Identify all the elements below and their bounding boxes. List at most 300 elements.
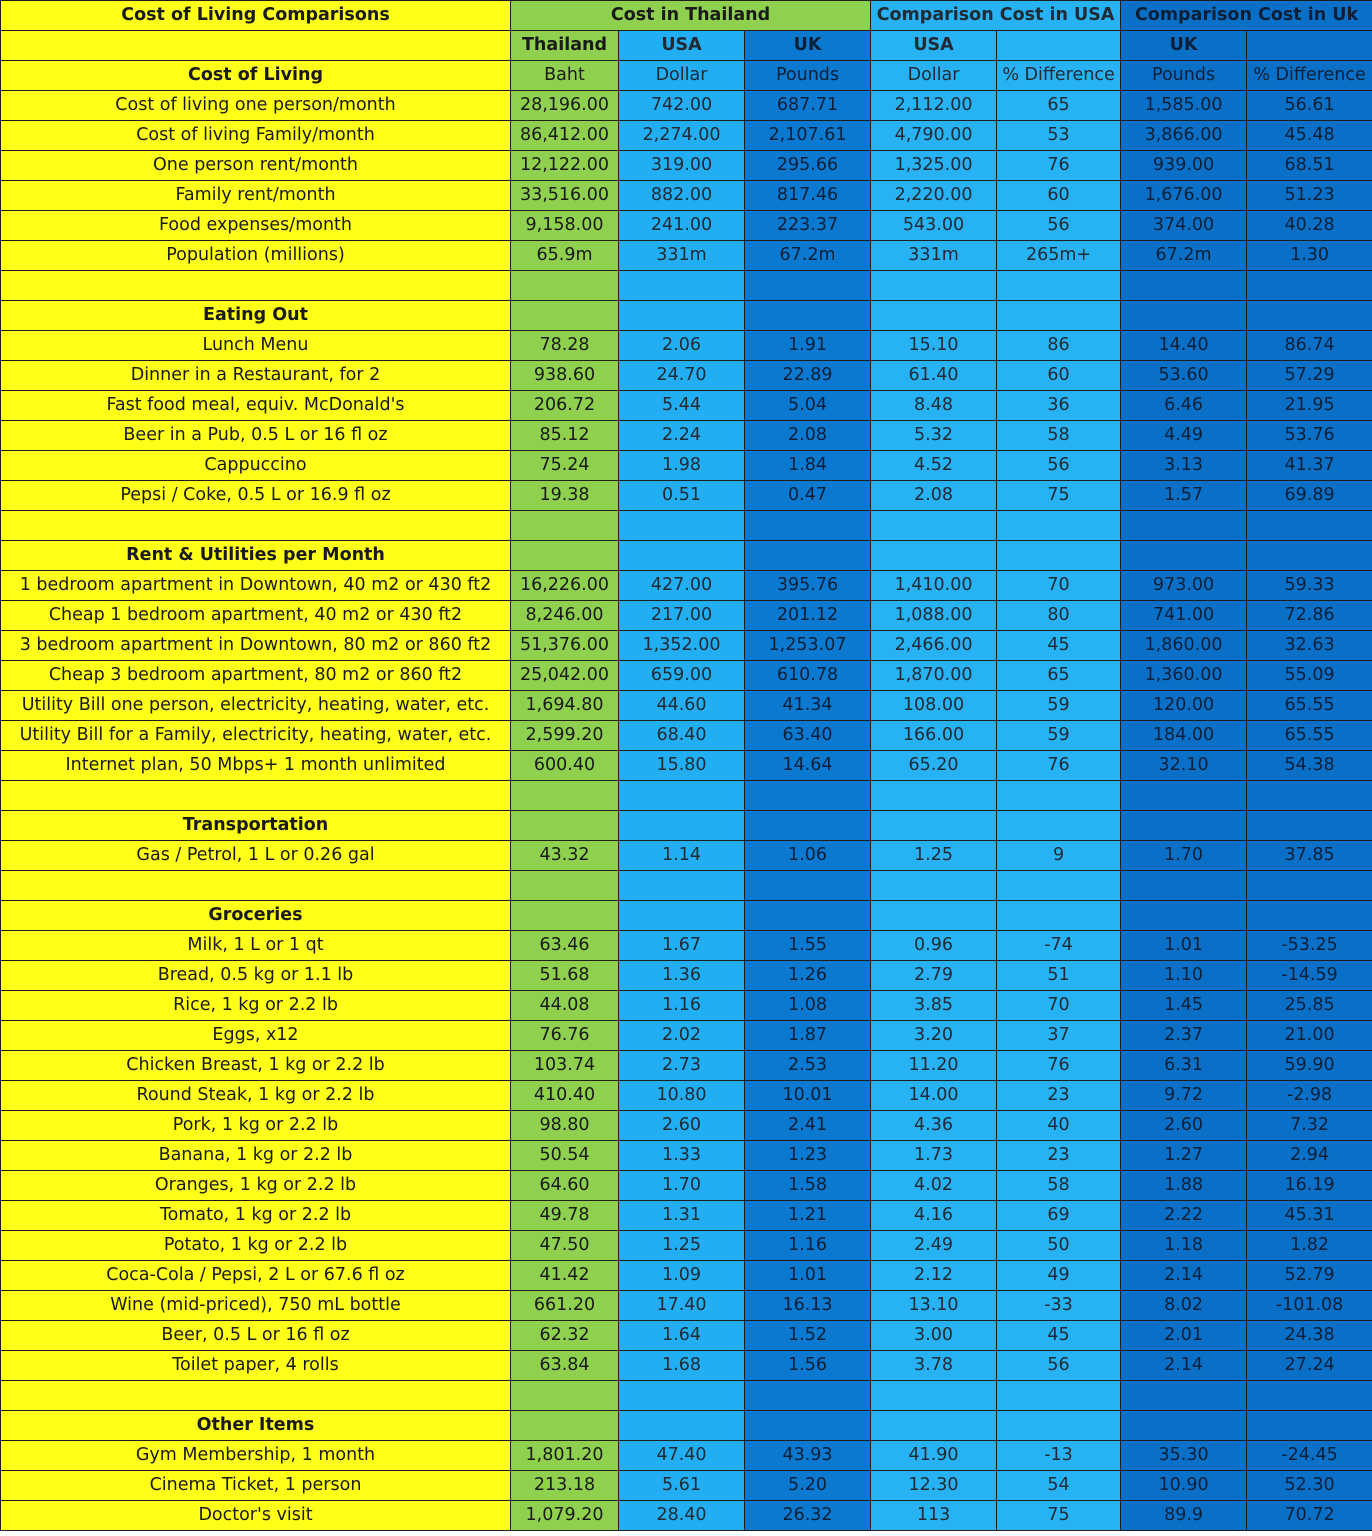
value-cell: 2.14: [1121, 1351, 1247, 1381]
value-cell: 9,158.00: [511, 211, 619, 241]
unit-header: % Difference: [1247, 61, 1372, 91]
value-cell: -74: [997, 931, 1121, 961]
value-cell: 68.51: [1247, 151, 1372, 181]
value-cell: 3.78: [871, 1351, 997, 1381]
value-cell: 41.90: [871, 1441, 997, 1471]
currency-header: UK: [1121, 31, 1247, 61]
value-cell: 52.79: [1247, 1261, 1372, 1291]
value-cell: 1.21: [745, 1201, 871, 1231]
value-cell: 108.00: [871, 691, 997, 721]
value-cell: 2.37: [1121, 1021, 1247, 1051]
value-cell: 64.60: [511, 1171, 619, 1201]
value-cell: 882.00: [619, 181, 745, 211]
table-row: [1, 421, 1372, 451]
value-cell: 1.87: [745, 1021, 871, 1051]
value-cell: 1.68: [619, 1351, 745, 1381]
value-cell: 67.2m: [745, 241, 871, 271]
blank-cell: [511, 541, 619, 571]
value-cell: 4.16: [871, 1201, 997, 1231]
blank-cell: [619, 781, 745, 811]
value-cell: 5.04: [745, 391, 871, 421]
blank-row: [1, 871, 1372, 901]
value-cell: 2,112.00: [871, 91, 997, 121]
value-cell: 1.64: [619, 1321, 745, 1351]
value-cell: 4.49: [1121, 421, 1247, 451]
item-label: Pork, 1 kg or 2.2 lb: [1, 1111, 511, 1141]
value-cell: 1.88: [1121, 1171, 1247, 1201]
value-cell: 10.90: [1121, 1471, 1247, 1501]
value-cell: 89.9: [1121, 1501, 1247, 1531]
table-row: [1, 1171, 1372, 1201]
item-label: Utility Bill for a Family, electricity, heating, water, etc.: [1, 721, 511, 751]
blank-cell: [997, 901, 1121, 931]
blank-cell: [619, 271, 745, 301]
blank-cell: [619, 541, 745, 571]
item-label: Cost of living Family/month: [1, 121, 511, 151]
value-cell: 1.01: [745, 1261, 871, 1291]
blank-cell: [1121, 271, 1247, 301]
value-cell: 57.29: [1247, 361, 1372, 391]
value-cell: 75.24: [511, 451, 619, 481]
item-label: Cappuccino: [1, 451, 511, 481]
value-cell: 36: [997, 391, 1121, 421]
section-heading: Rent & Utilities per Month: [1, 541, 511, 571]
value-cell: 1.23: [745, 1141, 871, 1171]
table-row: [1, 1201, 1372, 1231]
value-cell: 33,516.00: [511, 181, 619, 211]
value-cell: 1.31: [619, 1201, 745, 1231]
blank-cell: [997, 271, 1121, 301]
value-cell: 78.28: [511, 331, 619, 361]
value-cell: 410.40: [511, 1081, 619, 1111]
value-cell: 44.08: [511, 991, 619, 1021]
blank-cell: [511, 811, 619, 841]
value-cell: 5.44: [619, 391, 745, 421]
table-row: [1, 721, 1372, 751]
value-cell: 28,196.00: [511, 91, 619, 121]
blank-cell: [997, 511, 1121, 541]
value-cell: 98.80: [511, 1111, 619, 1141]
value-cell: 1,253.07: [745, 631, 871, 661]
value-cell: 1.52: [745, 1321, 871, 1351]
value-cell: 59.90: [1247, 1051, 1372, 1081]
value-cell: 374.00: [1121, 211, 1247, 241]
value-cell: 58: [997, 421, 1121, 451]
value-cell: 47.40: [619, 1441, 745, 1471]
value-cell: 1.70: [619, 1171, 745, 1201]
value-cell: -14.59: [1247, 961, 1372, 991]
value-cell: 1,360.00: [1121, 661, 1247, 691]
blank-cell: [619, 1411, 745, 1441]
table-row: [1, 931, 1372, 961]
value-cell: 6.46: [1121, 391, 1247, 421]
item-label: Utility Bill one person, electricity, heating, water, etc.: [1, 691, 511, 721]
blank-cell: [745, 511, 871, 541]
blank-cell: [997, 1381, 1121, 1411]
value-cell: 2.94: [1247, 1141, 1372, 1171]
value-cell: 1.55: [745, 931, 871, 961]
value-cell: 24.38: [1247, 1321, 1372, 1351]
value-cell: 5.61: [619, 1471, 745, 1501]
value-cell: 72.86: [1247, 601, 1372, 631]
blank-cell: [1121, 781, 1247, 811]
table-row: [1, 1471, 1372, 1501]
blank-cell: [511, 781, 619, 811]
sheet-title: Cost of Living Comparisons: [1, 1, 511, 31]
value-cell: 2,274.00: [619, 121, 745, 151]
value-cell: 4.36: [871, 1111, 997, 1141]
blank-cell: [511, 901, 619, 931]
value-cell: 43.32: [511, 841, 619, 871]
item-label: One person rent/month: [1, 151, 511, 181]
item-label: Internet plan, 50 Mbps+ 1 month unlimited: [1, 751, 511, 781]
value-cell: 32.63: [1247, 631, 1372, 661]
blank-cell: [1, 511, 511, 541]
value-cell: 43.93: [745, 1441, 871, 1471]
group-header-uk: Comparison Cost in Uk: [1121, 1, 1372, 31]
value-cell: 56.61: [1247, 91, 1372, 121]
unit-header: Pounds: [1121, 61, 1247, 91]
value-cell: 687.71: [745, 91, 871, 121]
item-label: Food expenses/month: [1, 211, 511, 241]
item-label: Cheap 1 bedroom apartment, 40 m2 or 430 ft2: [1, 601, 511, 631]
value-cell: 21.00: [1247, 1021, 1372, 1051]
value-cell: 40: [997, 1111, 1121, 1141]
value-cell: 7.32: [1247, 1111, 1372, 1141]
value-cell: 51.68: [511, 961, 619, 991]
value-cell: 67.2m: [1121, 241, 1247, 271]
value-cell: 45.48: [1247, 121, 1372, 151]
value-cell: 59: [997, 691, 1121, 721]
value-cell: 2.73: [619, 1051, 745, 1081]
value-cell: 2.53: [745, 1051, 871, 1081]
blank-row: [1, 1381, 1372, 1411]
value-cell: 65.55: [1247, 691, 1372, 721]
item-label: Population (millions): [1, 241, 511, 271]
table-row: [1, 481, 1372, 511]
value-cell: 16.19: [1247, 1171, 1372, 1201]
value-cell: 85.12: [511, 421, 619, 451]
value-cell: 76: [997, 151, 1121, 181]
item-label: Cheap 3 bedroom apartment, 80 m2 or 860 ft2: [1, 661, 511, 691]
value-cell: 331m: [871, 241, 997, 271]
value-cell: 41.42: [511, 1261, 619, 1291]
value-cell: 8.02: [1121, 1291, 1247, 1321]
value-cell: 2.14: [1121, 1261, 1247, 1291]
item-label: Beer, 0.5 L or 16 fl oz: [1, 1321, 511, 1351]
value-cell: 56: [997, 451, 1121, 481]
value-cell: 14.64: [745, 751, 871, 781]
value-cell: 1.14: [619, 841, 745, 871]
value-cell: 2.49: [871, 1231, 997, 1261]
item-label: Eggs, x12: [1, 1021, 511, 1051]
value-cell: 2.02: [619, 1021, 745, 1051]
blank-cell: [871, 781, 997, 811]
blank-cell: [511, 871, 619, 901]
item-label: 1 bedroom apartment in Downtown, 40 m2 or 430 ft2: [1, 571, 511, 601]
value-cell: 1.18: [1121, 1231, 1247, 1261]
group-header-thailand: Cost in Thailand: [511, 1, 871, 31]
value-cell: 1,694.80: [511, 691, 619, 721]
value-cell: 217.00: [619, 601, 745, 631]
value-cell: 241.00: [619, 211, 745, 241]
blank-cell: [511, 1381, 619, 1411]
value-cell: 0.96: [871, 931, 997, 961]
value-cell: 23: [997, 1141, 1121, 1171]
blank-cell: [619, 811, 745, 841]
value-cell: 938.60: [511, 361, 619, 391]
value-cell: 53.76: [1247, 421, 1372, 451]
blank-cell: [511, 271, 619, 301]
value-cell: 10.01: [745, 1081, 871, 1111]
item-label: Wine (mid-priced), 750 mL bottle: [1, 1291, 511, 1321]
section-heading-row: [1, 541, 1372, 571]
value-cell: 1.70: [1121, 841, 1247, 871]
currency-header: USA: [871, 31, 997, 61]
table-row: [1, 751, 1372, 781]
blank-cell: [1121, 1411, 1247, 1441]
value-cell: 65.20: [871, 751, 997, 781]
value-cell: 1,585.00: [1121, 91, 1247, 121]
value-cell: 69.89: [1247, 481, 1372, 511]
currency-header: [997, 31, 1121, 61]
value-cell: 817.46: [745, 181, 871, 211]
value-cell: 49: [997, 1261, 1121, 1291]
value-cell: 1.16: [619, 991, 745, 1021]
value-cell: 65: [997, 91, 1121, 121]
value-cell: 1.09: [619, 1261, 745, 1291]
value-cell: 58: [997, 1171, 1121, 1201]
blank-cell: [1121, 511, 1247, 541]
value-cell: 13.10: [871, 1291, 997, 1321]
blank-cell: [1247, 1411, 1372, 1441]
value-cell: 2.22: [1121, 1201, 1247, 1231]
value-cell: 1.08: [745, 991, 871, 1021]
group-header-usa: Comparison Cost in USA: [871, 1, 1121, 31]
section-heading: Eating Out: [1, 301, 511, 331]
blank-cell: [871, 871, 997, 901]
blank-row: [1, 271, 1372, 301]
value-cell: 0.47: [745, 481, 871, 511]
blank-cell: [1, 781, 511, 811]
item-label: Toilet paper, 4 rolls: [1, 1351, 511, 1381]
value-cell: 1,410.00: [871, 571, 997, 601]
value-cell: 1.06: [745, 841, 871, 871]
table-row: [1, 241, 1372, 271]
currency-header: Thailand: [511, 31, 619, 61]
unit-header: Dollar: [619, 61, 745, 91]
blank-cell: [1121, 541, 1247, 571]
value-cell: 65.9m: [511, 241, 619, 271]
value-cell: 86: [997, 331, 1121, 361]
value-cell: 1,870.00: [871, 661, 997, 691]
value-cell: 45.31: [1247, 1201, 1372, 1231]
value-cell: 2,466.00: [871, 631, 997, 661]
value-cell: 2.06: [619, 331, 745, 361]
value-cell: 120.00: [1121, 691, 1247, 721]
blank-cell: [619, 511, 745, 541]
item-label: Doctor's visit: [1, 1501, 511, 1531]
value-cell: 37.85: [1247, 841, 1372, 871]
section-heading-row: [1, 1411, 1372, 1441]
item-label: Potato, 1 kg or 2.2 lb: [1, 1231, 511, 1261]
item-label: Lunch Menu: [1, 331, 511, 361]
value-cell: 52.30: [1247, 1471, 1372, 1501]
value-cell: 2,220.00: [871, 181, 997, 211]
item-label: Milk, 1 L or 1 qt: [1, 931, 511, 961]
item-label: Coca-Cola / Pepsi, 2 L or 67.6 fl oz: [1, 1261, 511, 1291]
value-cell: 2,599.20: [511, 721, 619, 751]
blank-cell: [1247, 781, 1372, 811]
blank-cell: [745, 901, 871, 931]
blank-cell: [871, 541, 997, 571]
value-cell: 1,325.00: [871, 151, 997, 181]
table-row: [1, 1081, 1372, 1111]
value-cell: 2.08: [745, 421, 871, 451]
value-cell: 50: [997, 1231, 1121, 1261]
value-cell: 166.00: [871, 721, 997, 751]
table-row: [1, 361, 1372, 391]
value-cell: 1.16: [745, 1231, 871, 1261]
blank-cell: [1121, 871, 1247, 901]
blank-cell: [745, 301, 871, 331]
blank-cell: [1, 1381, 511, 1411]
value-cell: 63.40: [745, 721, 871, 751]
section-heading-row: [1, 301, 1372, 331]
value-cell: 25,042.00: [511, 661, 619, 691]
blank-cell: [997, 871, 1121, 901]
value-cell: 16.13: [745, 1291, 871, 1321]
unit-row: [1, 61, 1372, 91]
blank-cell: [1247, 1381, 1372, 1411]
value-cell: 15.80: [619, 751, 745, 781]
unit-header: % Difference: [997, 61, 1121, 91]
value-cell: 543.00: [871, 211, 997, 241]
value-cell: 2.41: [745, 1111, 871, 1141]
table-row: [1, 661, 1372, 691]
value-cell: 56: [997, 1351, 1121, 1381]
table-row: [1, 91, 1372, 121]
value-cell: 44.60: [619, 691, 745, 721]
value-cell: 8.48: [871, 391, 997, 421]
value-cell: 61.40: [871, 361, 997, 391]
value-cell: 1.73: [871, 1141, 997, 1171]
value-cell: 2.12: [871, 1261, 997, 1291]
value-cell: 1.27: [1121, 1141, 1247, 1171]
value-cell: 70: [997, 571, 1121, 601]
value-cell: 10.80: [619, 1081, 745, 1111]
section-heading: Cost of Living: [1, 61, 511, 91]
value-cell: 22.89: [745, 361, 871, 391]
value-cell: 223.37: [745, 211, 871, 241]
item-label: Cinema Ticket, 1 person: [1, 1471, 511, 1501]
blank-cell: [1121, 1381, 1247, 1411]
value-cell: 41.34: [745, 691, 871, 721]
item-label: Tomato, 1 kg or 2.2 lb: [1, 1201, 511, 1231]
title-row: [1, 1, 1372, 31]
blank-cell: [871, 811, 997, 841]
value-cell: 11.20: [871, 1051, 997, 1081]
value-cell: 1.82: [1247, 1231, 1372, 1261]
section-heading-row: [1, 901, 1372, 931]
value-cell: 76.76: [511, 1021, 619, 1051]
table-row: [1, 1141, 1372, 1171]
value-cell: 49.78: [511, 1201, 619, 1231]
value-cell: 1,088.00: [871, 601, 997, 631]
blank-cell: [997, 541, 1121, 571]
value-cell: 59.33: [1247, 571, 1372, 601]
value-cell: 59: [997, 721, 1121, 751]
value-cell: 53: [997, 121, 1121, 151]
value-cell: 55.09: [1247, 661, 1372, 691]
value-cell: 1.56: [745, 1351, 871, 1381]
blank-cell: [1, 271, 511, 301]
value-cell: 1.01: [1121, 931, 1247, 961]
table-row: [1, 691, 1372, 721]
value-cell: 4,790.00: [871, 121, 997, 151]
value-cell: 51,376.00: [511, 631, 619, 661]
value-cell: 56: [997, 211, 1121, 241]
table-row: [1, 571, 1372, 601]
value-cell: 1,079.20: [511, 1501, 619, 1531]
blank-cell: [1247, 301, 1372, 331]
value-cell: 1.45: [1121, 991, 1247, 1021]
value-cell: 14.00: [871, 1081, 997, 1111]
blank-cell: [997, 811, 1121, 841]
value-cell: 184.00: [1121, 721, 1247, 751]
table-row: [1, 451, 1372, 481]
value-cell: 62.32: [511, 1321, 619, 1351]
value-cell: 16,226.00: [511, 571, 619, 601]
value-cell: 40.28: [1247, 211, 1372, 241]
value-cell: -33: [997, 1291, 1121, 1321]
section-heading-row: [1, 811, 1372, 841]
item-label: Pepsi / Coke, 0.5 L or 16.9 fl oz: [1, 481, 511, 511]
value-cell: 1,676.00: [1121, 181, 1247, 211]
value-cell: 24.70: [619, 361, 745, 391]
value-cell: 4.02: [871, 1171, 997, 1201]
value-cell: 54: [997, 1471, 1121, 1501]
item-label: Bread, 0.5 kg or 1.1 lb: [1, 961, 511, 991]
value-cell: 17.40: [619, 1291, 745, 1321]
value-cell: 9.72: [1121, 1081, 1247, 1111]
table-row: [1, 391, 1372, 421]
value-cell: 3.13: [1121, 451, 1247, 481]
item-label: Chicken Breast, 1 kg or 2.2 lb: [1, 1051, 511, 1081]
value-cell: 1.67: [619, 931, 745, 961]
value-cell: 6.31: [1121, 1051, 1247, 1081]
value-cell: 86.74: [1247, 331, 1372, 361]
table-row: [1, 331, 1372, 361]
value-cell: 265m+: [997, 241, 1121, 271]
table-row: [1, 601, 1372, 631]
blank-cell: [1121, 901, 1247, 931]
value-cell: 331m: [619, 241, 745, 271]
table-row: [1, 1291, 1372, 1321]
value-cell: 21.95: [1247, 391, 1372, 421]
blank-cell: [871, 901, 997, 931]
blank-cell: [1247, 901, 1372, 931]
blank-cell: [871, 301, 997, 331]
value-cell: 939.00: [1121, 151, 1247, 181]
item-label: Fast food meal, equiv. McDonald's: [1, 391, 511, 421]
value-cell: 206.72: [511, 391, 619, 421]
blank-cell: [871, 1411, 997, 1441]
blank-cell: [1247, 811, 1372, 841]
blank-cell: [745, 271, 871, 301]
blank-cell: [1, 871, 511, 901]
unit-header: Pounds: [745, 61, 871, 91]
